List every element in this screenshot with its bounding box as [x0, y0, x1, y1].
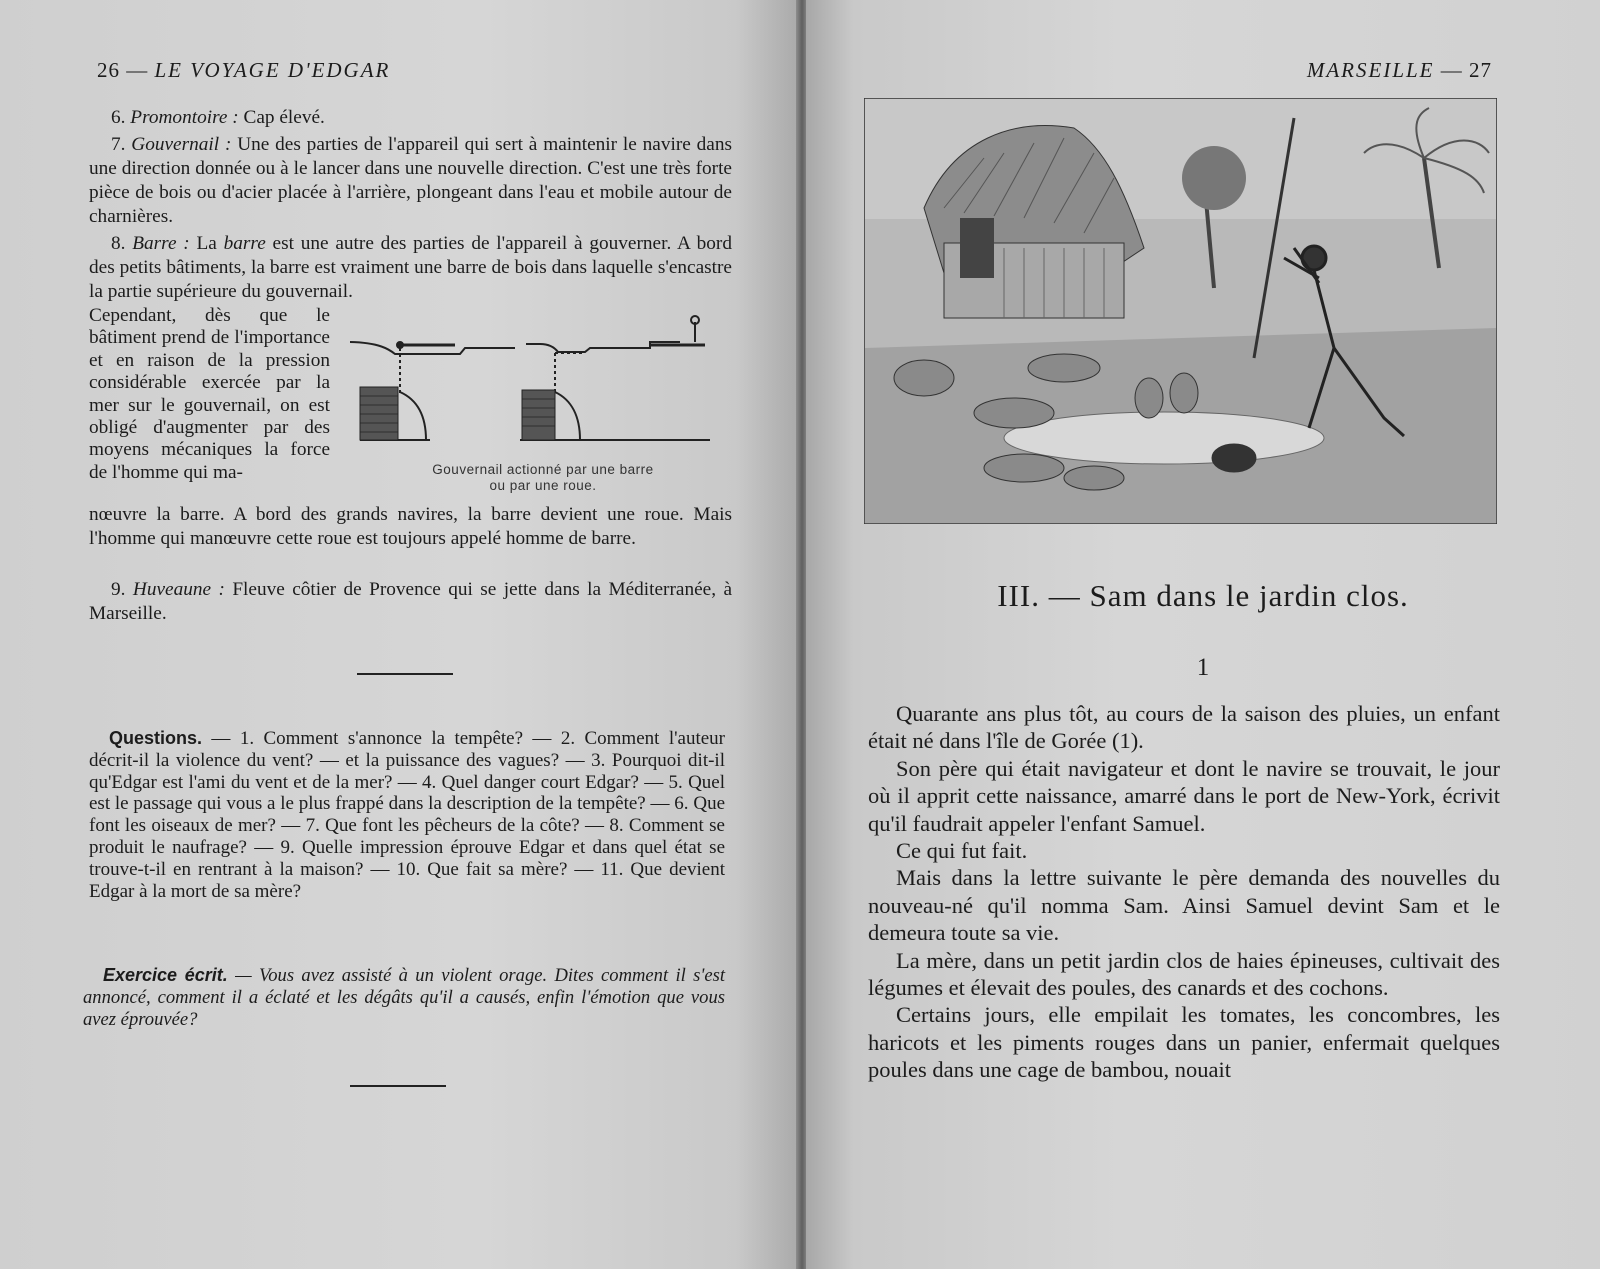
body-paragraph: La mère, dans un petit jardin clos de haies épineuses, cultivait des légumes et élevait des poules, des canards et des cochons. — [868, 947, 1500, 1001]
exercise-label: Exercice écrit. — [103, 965, 228, 985]
diagram-caption: Gouvernail actionné par une barre ou par une roue. — [432, 462, 654, 493]
barre-wrapped-text: Cependant, dès que le bâtiment prend de l'importance et en raison de la pression considérable exercée par la mer sur le gouvernail, on est obligé d'augmenter par des moyens mécaniques la force de l'homme qui ma- — [89, 305, 330, 483]
gloss-item: 9. Huveaune : Fleuve côtier de Provence qui se jette dans la Méditerranée, à Marseille. — [89, 579, 733, 624]
chapter-title: III. — Sam dans le jardin clos. — [997, 578, 1409, 613]
barre-continued-text: nœuvre la barre. A bord des grands navires, la barre devient une roue. Mais l'homme qui manœuvre cette roue est toujours appelé homme de barre. — [89, 504, 732, 549]
body-paragraph: Certains jours, elle empilait les tomates, les concombres, les haricots et les piments rouges dans un panier, enfermait quelques poules dans une cage de bambou, nouait — [868, 1002, 1500, 1083]
body-paragraph: Son père qui était navigateur et dont le navire se trouvait, le jour où il apprit cette naissance, amarré dans le port de New-York, écrivit qu'il faudrait appeler l'enfant Samuel. — [868, 755, 1500, 836]
gloss-term: Barre : — [132, 233, 190, 254]
gloss-term: Huveaune : — [132, 579, 225, 600]
right-running-head: MARSEILLE — 27 — [1306, 58, 1492, 82]
glossary-notes — [89, 106, 732, 304]
left-running-head: 26 — LE VOYAGE D'EDGAR — [97, 58, 391, 82]
gloss-item: 7. Gouvernail : Une des parties de l'appareil qui sert à maintenir le navire dans une direction donnée ou à le lancer dans une nouvelle direction. C'est une très forte pièce de bois ou d'acier placée à l'arrière, plongeant dans l'eau et mobile autour de charnières. — [89, 134, 732, 227]
gloss-item: 8. Barre : La barre est une autre des parties de l'appareil à gouverner. A bord des petits bâtiments, la barre est vraiment une barre de bois dans laquelle s'encastre la partie supérieure du gouvernail. — [89, 233, 732, 302]
chapter-body — [868, 700, 1500, 1084]
body-paragraph: Mais dans la lettre suivante le père demanda des nouvelles du nouveau-né qu'il nomma Sam. Ainsi Samuel devint Sam et le demeura toute sa vie. — [868, 865, 1500, 946]
gloss-term: Gouvernail : — [131, 134, 232, 155]
right-page — [806, 0, 1600, 1269]
questions-label: Questions. — [109, 728, 203, 748]
section-divider — [350, 1085, 446, 1087]
exercise-section: Exercice écrit. — Vous avez assisté à un violent orage. Dites comment il s'est annoncé, comment il a éclaté et les dégâts qu'il a causés, enfin l'émotion que vous avez éprouvée? — [83, 965, 725, 1030]
gloss-item: 6. Promontoire : Cap élevé. — [111, 107, 325, 128]
section-number: 1 — [1196, 654, 1210, 681]
right-page-number: 27 — [1469, 58, 1492, 82]
questions-section: Questions. — 1. Comment s'annonce la tempête? — 2. Comment l'auteur décrit-il la violence du vent? — et la puissance des vagues? — 3. Pourquoi dit-il qu'Edgar est l'ami du vent et de la mer? — 4. Quel danger court Edgar? — 5. Quel est le passage qui vous a le plus frappé dans la description de la tempête? — 6. Que font les oiseaux de mer? — 7. Que font les pêcheurs de la côte? — 8. Comment se produit le naufrage? — 9. Quelle impression éprouve Edgar et dans quel état se trouve-t-il en rentrant à la maison? — 10. Que fait sa mère? — 11. Que devient Edgar à la mort de sa mère? — [89, 728, 725, 902]
body-paragraph: Quarante ans plus tôt, au cours de la saison des pluies, un enfant était né dans l'île de Gorée (1). — [868, 701, 1500, 754]
left-page-number: 26 — [97, 58, 120, 82]
section-divider — [357, 673, 453, 675]
chapter-running-title: MARSEILLE — [1306, 58, 1435, 82]
gloss-term: Promontoire : — [130, 107, 239, 128]
book-title: LE VOYAGE D'EDGAR — [154, 58, 391, 82]
body-paragraph: Ce qui fut fait. — [896, 838, 1028, 864]
village-scene-illustration — [864, 98, 1497, 524]
rudder-diagram — [350, 312, 725, 462]
